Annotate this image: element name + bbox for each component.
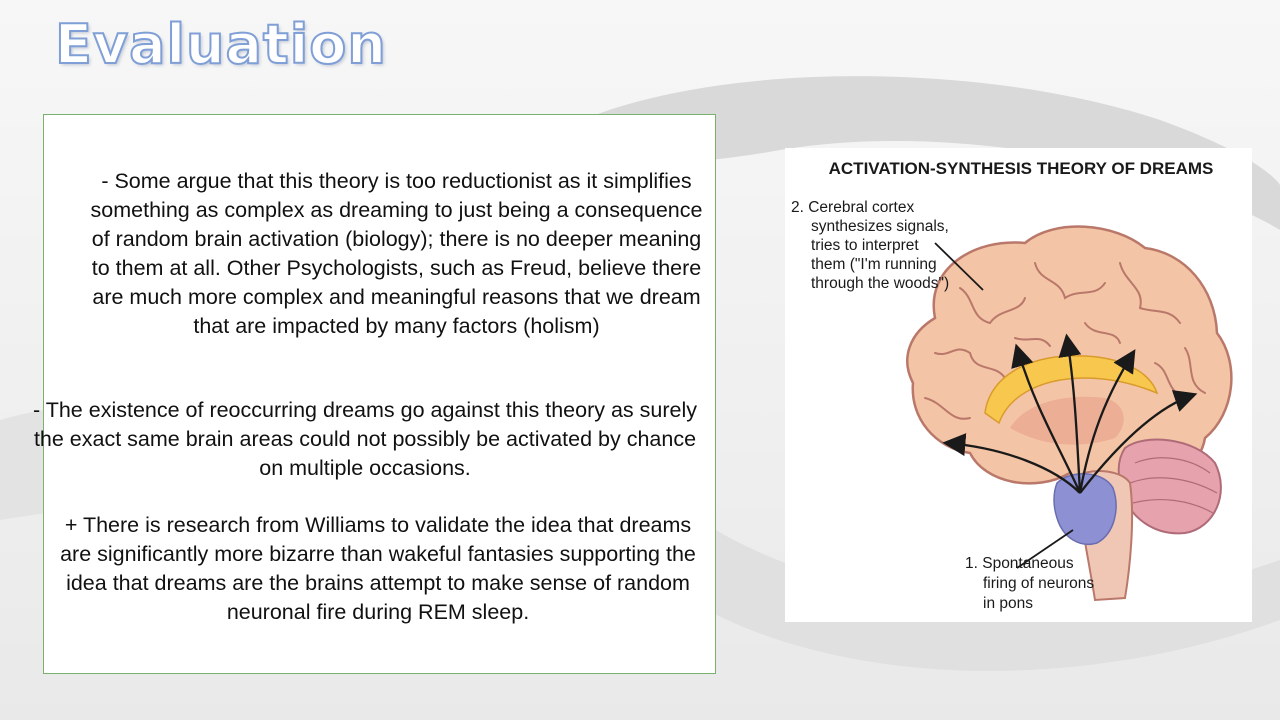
label-pons-line1: 1. Spontaneous xyxy=(965,555,1074,572)
label-cerebral-cortex-line1: 2. Cerebral cortex xyxy=(791,199,915,216)
label-cerebral-cortex-line2: synthesizes signals, xyxy=(811,218,949,235)
label-cerebral-cortex-line5: through the woods") xyxy=(811,275,950,292)
evaluation-point-reoccurring-dreams: - The existence of reoccurring dreams go against this theory as surely the exact same brain areas could not possibly be activated by chance on multiple occasions. xyxy=(32,398,698,480)
diagram-heading: ACTIVATION-SYNTHESIS THEORY OF DREAMS xyxy=(828,159,1214,178)
brain-illustration xyxy=(785,148,1252,622)
evaluation-point-reductionist: - Some argue that this theory is too reductionist as it simplifies something as complex as dreaming to just being a consequence of random brain activation (biology); there is no deeper meaning to them at all. Other Psychologists, such as Freud, believe there are much more complex and meaningful reasons that we dream that are impacted by many factors (holism) xyxy=(90,169,703,338)
pons-shape xyxy=(1054,474,1116,544)
label-pons-line2: firing of neurons xyxy=(983,575,1095,592)
activation-synthesis-diagram xyxy=(785,148,1252,622)
label-cerebral-cortex-line4: them ("I'm running xyxy=(811,256,937,273)
label-cerebral-cortex-line3: tries to interpret xyxy=(811,237,919,254)
evaluation-point-williams-research: + There is research from Williams to validate the idea that dreams are significantly more bizarre than wakeful fantasies supporting the idea that dreams are the brains attempt to make sense of random neuronal fire during REM sleep. xyxy=(60,513,696,624)
cerebellum-shape xyxy=(1119,440,1221,534)
label-pons-line3: in pons xyxy=(983,595,1033,612)
slide-title: Evaluation xyxy=(55,13,387,76)
evaluation-text-box xyxy=(32,114,716,674)
